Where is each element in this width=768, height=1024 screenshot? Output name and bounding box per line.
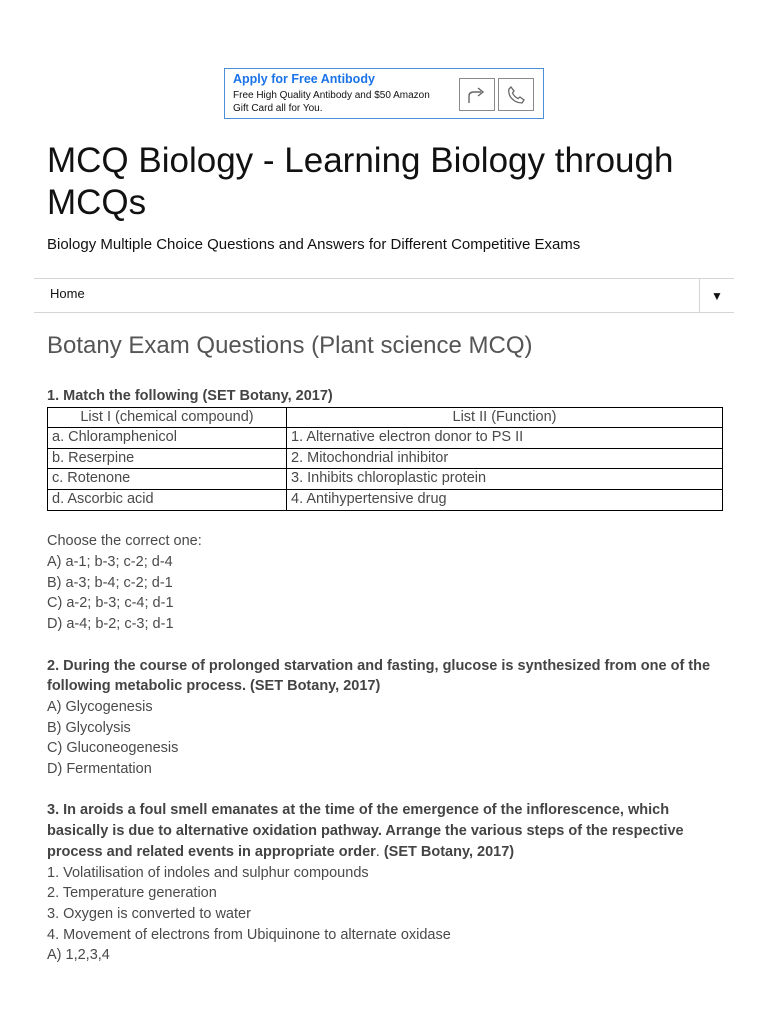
answer-option: A) a-1; b-3; c-2; d-4 (47, 554, 173, 571)
answer-option: A) Glycogenesis (47, 698, 153, 715)
answer-option: B) a-3; b-4; c-2; d-1 (47, 574, 173, 591)
match-table (47, 407, 723, 511)
answer-option: B) Glycolysis (47, 719, 131, 736)
nav-home-link[interactable]: Home (50, 286, 85, 301)
table-cell: 4. Antihypertensive drug (287, 490, 723, 511)
ad-share-button[interactable] (459, 78, 495, 111)
table-row (48, 448, 723, 469)
table-cell: b. Reserpine (48, 448, 287, 469)
post-title: Botany Exam Questions (Plant science MCQ) (47, 332, 533, 359)
answer-prompt: Choose the correct one: (47, 533, 202, 550)
table-header-row (48, 407, 723, 428)
ad-text: Free High Quality Antibody and $50 Amazon Gift Card all for You. (233, 90, 430, 114)
process-step: 2. Temperature generation (47, 885, 217, 902)
table-cell: 2. Mitochondrial inhibitor (287, 448, 723, 469)
table-cell: d. Ascorbic acid (48, 490, 287, 511)
question-2: 2. During the course of prolonged starvation and fasting, glucose is synthesized from one of the following metabolic process. (SET Botany, 2017) (47, 657, 711, 695)
phone-icon (506, 85, 526, 105)
table-cell: 1. Alternative electron donor to PS II (287, 428, 723, 449)
table-row (48, 490, 723, 511)
question-3-source: (SET Botany, 2017) (383, 843, 515, 860)
share-arrow-icon (466, 85, 488, 105)
ad-call-button[interactable] (498, 78, 534, 111)
answer-option: C) Gluconeogenesis (47, 740, 179, 757)
table-cell: c. Rotenone (48, 469, 287, 490)
table-row (48, 469, 723, 490)
ad-title[interactable]: Apply for Free Antibody (233, 72, 375, 86)
process-step: 3. Oxygen is converted to water (47, 905, 251, 922)
answer-option: D) a-4; b-2; c-3; d-1 (47, 616, 174, 633)
answer-option: C) a-2; b-3; c-4; d-1 (47, 595, 174, 612)
nav-bar (34, 278, 734, 313)
table-header-cell: List II (Function) (287, 407, 723, 428)
site-title[interactable]: MCQ Biology - Learning Biology through MCQs (47, 141, 674, 222)
ad-banner[interactable] (224, 68, 544, 119)
question-3-text: 3. In aroids a foul smell emanates at the time of the emergence of the inflorescence, which basically is due to alternative oxidation pathway. Arrange the various steps of the respective process and related events in appropriate order (47, 802, 684, 860)
table-row (48, 428, 723, 449)
table-header-cell: List I (chemical compound) (48, 407, 287, 428)
question-3 (47, 800, 727, 862)
table-cell: a. Chloramphenicol (48, 428, 287, 449)
answer-option: D) Fermentation (47, 761, 152, 778)
site-description: Biology Multiple Choice Questions and Answers for Different Competitive Exams (47, 236, 581, 253)
process-step: 1. Volatilisation of indoles and sulphur compounds (47, 864, 369, 881)
post-content (47, 386, 727, 966)
process-step: 4. Movement of electrons from Ubiquinone to alternate oxidase (47, 926, 451, 943)
answer-option: A) 1,2,3,4 (47, 947, 110, 964)
question-3-period: . (375, 843, 384, 860)
table-cell: 3. Inhibits chloroplastic protein (287, 469, 723, 490)
nav-toggle-button[interactable]: ▼ (699, 279, 734, 312)
question-1: 1. Match the following (SET Botany, 2017) (47, 388, 333, 404)
